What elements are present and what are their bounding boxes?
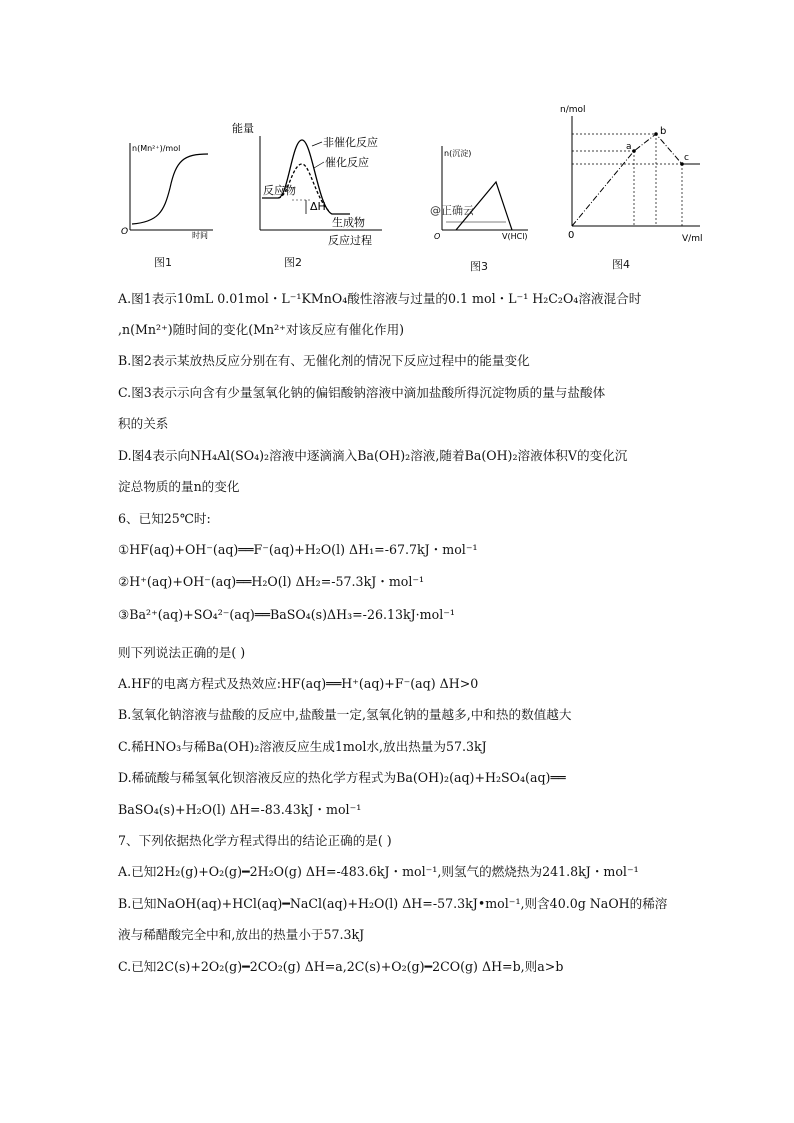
q6-option-b: B.氢氧化钠溶液与盐酸的反应中,盐酸量一定,氢氧化钠的量越多,中和热的数值越大 (118, 707, 572, 722)
q7-stem: 7、下列依据热化学方程式得出的结论正确的是( ) (118, 833, 392, 848)
q5-option-a-line1: A.图1表示10mL 0.01mol・L⁻¹KMnO₄酸性溶液与过量的0.1 mol・L⁻¹ H₂C₂O₄溶液混合时 (118, 291, 642, 306)
q6-option-d-line2: BaSO₄(s)+H₂O(l) ΔH=-83.43kJ・mol⁻¹ (118, 802, 362, 817)
fig4-label-c: c (684, 153, 689, 163)
fig2-reactant-label: 反应物 (263, 184, 296, 197)
fig3-caption: 图3 (470, 260, 488, 273)
fig3-ylabel: n(沉淀) (444, 149, 472, 158)
fig4-ylabel: n/mol (560, 105, 586, 115)
fig2-dh-label: ΔH (310, 200, 326, 213)
point-b (654, 132, 658, 136)
fig4-label-a: a (626, 142, 632, 152)
q7-option-b-line2: 液与稀醋酸完全中和,放出的热量小于57.3kJ (118, 927, 365, 942)
figure-2-graph (232, 118, 392, 250)
q5-option-c-line2: 积的关系 (118, 416, 169, 431)
fig4-origin: 0 (568, 230, 575, 241)
mn-curve (132, 154, 208, 224)
fig3-watermark: @正确云 (430, 204, 474, 217)
point-a (632, 149, 636, 153)
fig2-cat-label: 催化反应 (325, 156, 369, 169)
figure-1 (118, 138, 218, 238)
q7-option-b-line1: B.已知NaOH(aq)+HCl(aq)━NaCl(aq)+H₂O(l) ΔH=-57.3kJ•mol⁻¹,则含40.0g NaOH的稀溶 (118, 896, 668, 911)
fig3-xlabel: V(HCl) (502, 232, 528, 241)
fig2-product-label: 生成物 (332, 216, 365, 229)
fig1-caption: 图1 (154, 256, 172, 269)
q6-option-a: A.HF的电离方程式及热效应:HF(aq)══H⁺(aq)+F⁻(aq) ΔH>0 (118, 676, 479, 691)
q5-option-b: B.图2表示某放热反应分别在有、无催化剂的情况下反应过程中的能量变化 (118, 353, 530, 368)
fig1-xlabel: 时间 (192, 231, 208, 240)
figure-3-graph (428, 138, 538, 242)
fig1-ylabel: n(Mn²⁺)/mol (132, 144, 181, 153)
q5-option-c-line1: C.图3表示示向含有少量氢氧化钠的偏铝酸钠溶液中滴加盐酸所得沉淀物质的量与盐酸体 (118, 385, 606, 400)
q5-option-a-line2: ,n(Mn²⁺)随时间的变化(Mn²⁺对该反应有催化作用) (118, 322, 405, 337)
fig3-origin: O (434, 232, 441, 241)
q7-option-c: C.已知2C(s)+2O₂(g)━2CO₂(g) ΔH=a,2C(s)+O₂(g)━2CO(g) ΔH=b,则a>b (118, 959, 564, 974)
fig4-label-b: b (660, 126, 667, 137)
fig2-noncat-label: 非催化反应 (323, 136, 378, 149)
q6-stem: 6、已知25℃时: (118, 511, 211, 526)
fig4-caption: 图4 (612, 258, 630, 271)
q6-option-d-line1: D.稀硫酸与稀氢氧化钡溶液反应的热化学方程式为Ba(OH)₂(aq)+H₂SO₄(aq)══ (118, 770, 566, 785)
figure-1-graph (118, 138, 218, 238)
figure-4 (560, 104, 710, 249)
fig2-ylabel: 能量 (232, 122, 254, 135)
q6-equation-2: ②H⁺(aq)+OH⁻(aq)══H₂O(l) ΔH₂=-57.3kJ・mol⁻¹ (118, 574, 425, 589)
q7-option-a: A.已知2H₂(g)+O₂(g)━2H₂O(g) ΔH=-483.6kJ・mol⁻¹,则氢气的燃烧热为241.8kJ・mol⁻¹ (118, 864, 639, 879)
q6-equation-3: ③Ba²⁺(aq)+SO₄²⁻(aq)══BaSO₄(s)ΔH₃=-26.13kJ·mol⁻¹ (118, 607, 455, 622)
figure-3 (428, 138, 538, 242)
fig4-xlabel: V/ml (682, 234, 703, 244)
fig2-caption: 图2 (284, 256, 302, 269)
figure-4-graph (560, 104, 710, 249)
q5-option-d-line2: 淀总物质的量n的变化 (118, 479, 240, 494)
fig1-origin: O (121, 227, 129, 237)
fig2-xlabel: 反应过程 (328, 234, 372, 247)
q6-option-c: C.稀HNO₃与稀Ba(OH)₂溶液反应生成1mol水,放出热量为57.3kJ (118, 739, 487, 754)
figure-2 (232, 118, 392, 250)
q6-question: 则下列说法正确的是( ) (118, 645, 246, 660)
q5-option-d-line1: D.图4表示向NH₄Al(SO₄)₂溶液中逐滴滴入Ba(OH)₂溶液,随着Ba(OH)₂溶液体积V的变化沉 (118, 448, 628, 463)
q6-equation-1: ①HF(aq)+OH⁻(aq)══F⁻(aq)+H₂O(l) ΔH₁=-67.7kJ・mol⁻¹ (118, 542, 478, 557)
